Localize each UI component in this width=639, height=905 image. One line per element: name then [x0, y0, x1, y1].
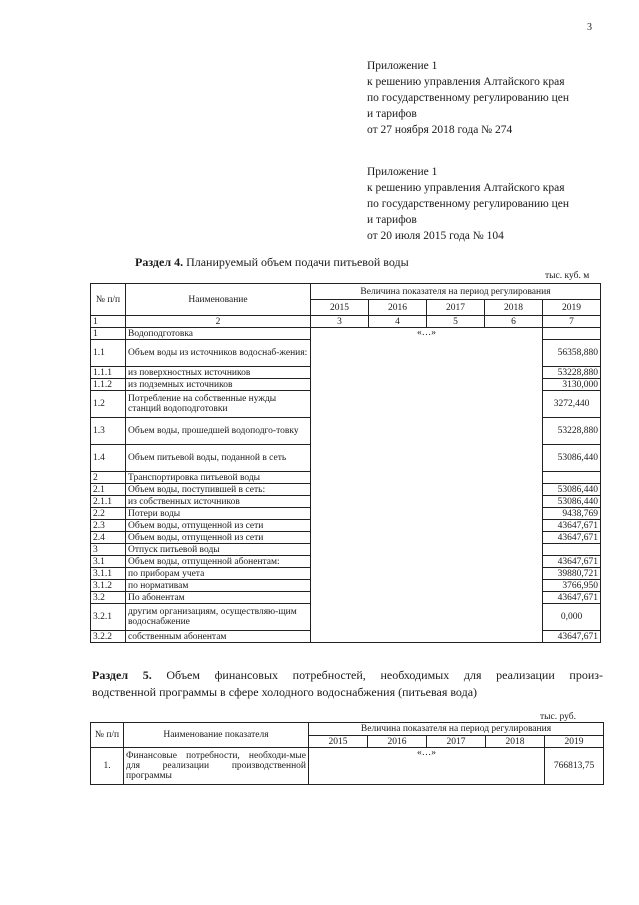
section5-title-line2: водственной программы в сфере холодного водоснабжения (питьевая вода)	[92, 685, 478, 699]
header-number: № п/п	[91, 284, 126, 316]
row-number: 1.	[91, 748, 124, 785]
row-name: Потери воды	[126, 508, 311, 520]
row-name: по нормативам	[126, 580, 311, 592]
col-number: 5	[427, 316, 485, 328]
row-value-2019: 53228,880	[543, 367, 601, 379]
row-value-2019: 766813,75	[545, 748, 604, 785]
row-number: 1.1	[91, 340, 126, 367]
row-number: 3	[91, 544, 126, 556]
row-number: 2.3	[91, 520, 126, 532]
appendix-line: Приложение 1	[367, 166, 438, 178]
row-number: 2.4	[91, 532, 126, 544]
section5-title	[92, 667, 603, 701]
row-number: 2.1.1	[91, 496, 126, 508]
omitted-years-mark: «…»	[309, 748, 545, 785]
row-number: 2.2	[91, 508, 126, 520]
row-value-2019: 43647,671	[543, 532, 601, 544]
row-number: 1.2	[91, 391, 126, 418]
appendix-line: от 27 ноября 2018 года № 274	[367, 124, 513, 136]
omitted-years-mark: «…»	[311, 328, 543, 643]
row-value-2019: 9438,769	[543, 508, 601, 520]
row-number: 1.3	[91, 418, 126, 445]
section4-label: Раздел 4.	[135, 255, 184, 269]
header-year: 2015	[309, 736, 368, 748]
row-name: Объем воды из источников водоснаб-жения:	[126, 340, 311, 367]
col-number: 1	[91, 316, 126, 328]
row-name: Потребление на собственные нужды станций водоподготовки	[126, 391, 311, 418]
row-name: другим организациям, осуществляю-щим водоснабжение	[126, 604, 311, 631]
row-number: 2.1	[91, 484, 126, 496]
row-name: Финансовые потребности, необходи-мые для реализации производственной программы	[124, 748, 309, 785]
row-number: 3.1	[91, 556, 126, 568]
col-number: 6	[485, 316, 543, 328]
appendix-line: Приложение 1	[367, 60, 438, 72]
header-year: 2019	[543, 300, 601, 316]
appendix-line: по государственному регулированию цен	[367, 198, 570, 210]
header-year: 2015	[311, 300, 369, 316]
row-value-2019: 53086,440	[543, 445, 601, 472]
appendix-line: к решению управления Алтайского края	[367, 182, 565, 194]
appendix-line: по государственному регулированию цен	[367, 92, 570, 104]
row-value-2019: 3766,950	[543, 580, 601, 592]
header-year: 2018	[486, 736, 545, 748]
row-value-2019: 53086,440	[543, 496, 601, 508]
col-number: 7	[543, 316, 601, 328]
header-name: Наименование	[126, 284, 311, 316]
row-name: Объем питьевой воды, поданной в сеть	[126, 445, 311, 472]
row-number: 1.1.1	[91, 367, 126, 379]
header-year: 2016	[369, 300, 427, 316]
row-number: 3.2.1	[91, 604, 126, 631]
col-number: 4	[369, 316, 427, 328]
appendix-line: к решению управления Алтайского края	[367, 76, 565, 88]
row-value-2019: 56358,880	[543, 340, 601, 367]
row-name: Объем воды, отпущенной из сети	[126, 532, 311, 544]
section5-unit: тыс. руб.	[540, 712, 576, 722]
row-name: Объем воды, прошедшей водоподго-товку	[126, 418, 311, 445]
row-name: Объем воды, поступившей в сеть:	[126, 484, 311, 496]
row-value-2019	[543, 328, 601, 340]
row-name: по приборам учета	[126, 568, 311, 580]
row-value-2019	[543, 472, 601, 484]
row-name: собственным абонентам	[126, 631, 311, 643]
section4-unit: тыс. куб. м	[545, 271, 590, 281]
row-name: По абонентам	[126, 592, 311, 604]
section4-title	[135, 255, 409, 270]
page-number: 3	[587, 22, 592, 33]
row-number: 1	[91, 328, 126, 340]
row-value-2019: 3130,000	[543, 379, 601, 391]
header-name: Наименование показателя	[124, 723, 309, 748]
row-value-2019: 43647,671	[543, 556, 601, 568]
appendix-header-original	[367, 164, 569, 244]
row-number: 3.1.1	[91, 568, 126, 580]
col-number: 2	[126, 316, 311, 328]
row-name: Отпуск питьевой воды	[126, 544, 311, 556]
row-name: Водоподготовка	[126, 328, 311, 340]
section5-title-text: Объем финансовых потребностей, необходимых для реализации произ-	[166, 668, 604, 682]
appendix-line: от 20 июля 2015 года № 104	[367, 230, 504, 242]
row-value-2019: 0,000	[543, 604, 601, 631]
row-number: 2	[91, 472, 126, 484]
row-number: 1.4	[91, 445, 126, 472]
table-row	[91, 328, 601, 340]
row-value-2019	[543, 544, 601, 556]
header-year: 2018	[485, 300, 543, 316]
header-year: 2019	[545, 736, 604, 748]
row-name: из подземных источников	[126, 379, 311, 391]
row-name: из собственных источников	[126, 496, 311, 508]
header-period: Величина показателя на период регулирования	[311, 284, 601, 300]
appendix-header-current	[367, 58, 569, 138]
financial-needs-table	[90, 722, 604, 785]
row-name: из поверхностных источников	[126, 367, 311, 379]
section5-label: Раздел 5.	[92, 668, 152, 682]
row-name: Объем воды, отпущенной абонентам:	[126, 556, 311, 568]
section4-title-text: Планируемый объем подачи питьевой воды	[186, 255, 409, 269]
appendix-line: и тарифов	[367, 108, 417, 120]
appendix-line: и тарифов	[367, 214, 417, 226]
row-value-2019: 39880,721	[543, 568, 601, 580]
header-year: 2017	[427, 300, 485, 316]
row-value-2019: 43647,671	[543, 631, 601, 643]
row-value-2019: 53086,440	[543, 484, 601, 496]
row-name: Транспортировка питьевой воды	[126, 472, 311, 484]
row-number: 3.1.2	[91, 580, 126, 592]
row-value-2019: 53228,880	[543, 418, 601, 445]
row-number: 3.2	[91, 592, 126, 604]
row-value-2019: 43647,671	[543, 592, 601, 604]
table-row	[91, 748, 604, 785]
header-year: 2017	[427, 736, 486, 748]
row-value-2019: 3272,440	[543, 391, 601, 418]
row-number: 3.2.2	[91, 631, 126, 643]
row-value-2019: 43647,671	[543, 520, 601, 532]
water-volume-table	[90, 283, 601, 643]
row-number: 1.1.2	[91, 379, 126, 391]
header-number: № п/п	[91, 723, 124, 748]
col-number: 3	[311, 316, 369, 328]
header-period: Величина показателя на период регулирования	[309, 723, 604, 736]
header-year: 2016	[368, 736, 427, 748]
row-name: Объем воды, отпущенной из сети	[126, 520, 311, 532]
